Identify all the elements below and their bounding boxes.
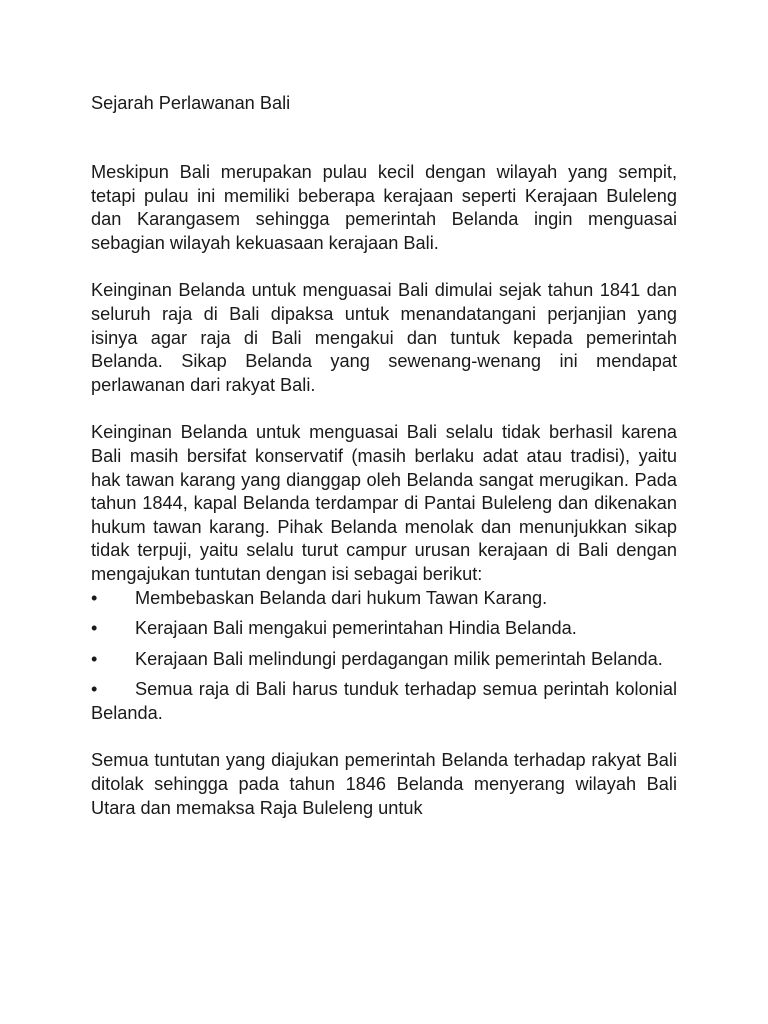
document-title: Sejarah Perlawanan Bali (91, 93, 291, 113)
bullet-icon: • (91, 618, 98, 639)
paragraph-2: Keinginan Belanda untuk menguasai Bali dimulai sejak tahun 1841 dan seluruh raja di Bali dipaksa untuk menandatangani perjanjian yang isinya agar raja di Bali mengakui dan tuntuk kepada pemerintah Belanda. Sikap Belanda yang sewenang-wenang ini mendapat perlawanan dari rakyat Bali. (91, 280, 677, 395)
list-item-text: Membebaskan Belanda dari hukum Tawan Karang. (135, 587, 548, 608)
list-item (91, 678, 677, 725)
bullet-icon: • (91, 679, 98, 700)
list-item-text: Semua raja di Bali harus tunduk terhadap semua perintah kolonial Belanda. (91, 679, 677, 723)
paragraph-1: Meskipun Bali merupakan pulau kecil dengan wilayah yang sempit, tetapi pulau ini memiliki beberapa kerajaan seperti Kerajaan Buleleng dan Karangasem sehingga pemerintah Belanda ingin menguasai sebagian wilayah kekuasaan kerajaan Bali. (91, 162, 677, 253)
paragraph-3: Keinginan Belanda untuk menguasai Bali selalu tidak berhasil karena Bali masih bersifat konservatif (masih berlaku adat atau tradisi), yaitu hak tawan karang yang dianggap oleh Belanda sangat merugikan. Pada tahun 1844, kapal Belanda terdampar di Pantai Buleleng dan dikenakan hukum tawan karang. Pihak Belanda menolak dan menunjukkan sikap tidak terpuji, yaitu selalu turut campur urusan kerajaan di Bali dengan mengajukan tuntutan dengan isi sebagai berikut: (91, 422, 677, 584)
list-item-text: Kerajaan Bali melindungi perdagangan milik pemerintah Belanda. (135, 648, 663, 669)
list-item (91, 617, 677, 641)
bullet-icon: • (91, 648, 98, 669)
paragraph-4: Semua tuntutan yang diajukan pemerintah Belanda terhadap rakyat Bali ditolak sehingga pada tahun 1846 Belanda menyerang wilayah Bali Utara dan memaksa Raja Buleleng untuk (91, 750, 677, 818)
bullet-icon: • (91, 587, 98, 608)
document-page (91, 91, 677, 820)
list-item-text: Kerajaan Bali mengakui pemerintahan Hindia Belanda. (135, 618, 577, 639)
list-item (91, 587, 677, 611)
demands-list (91, 587, 677, 726)
list-item (91, 648, 677, 672)
